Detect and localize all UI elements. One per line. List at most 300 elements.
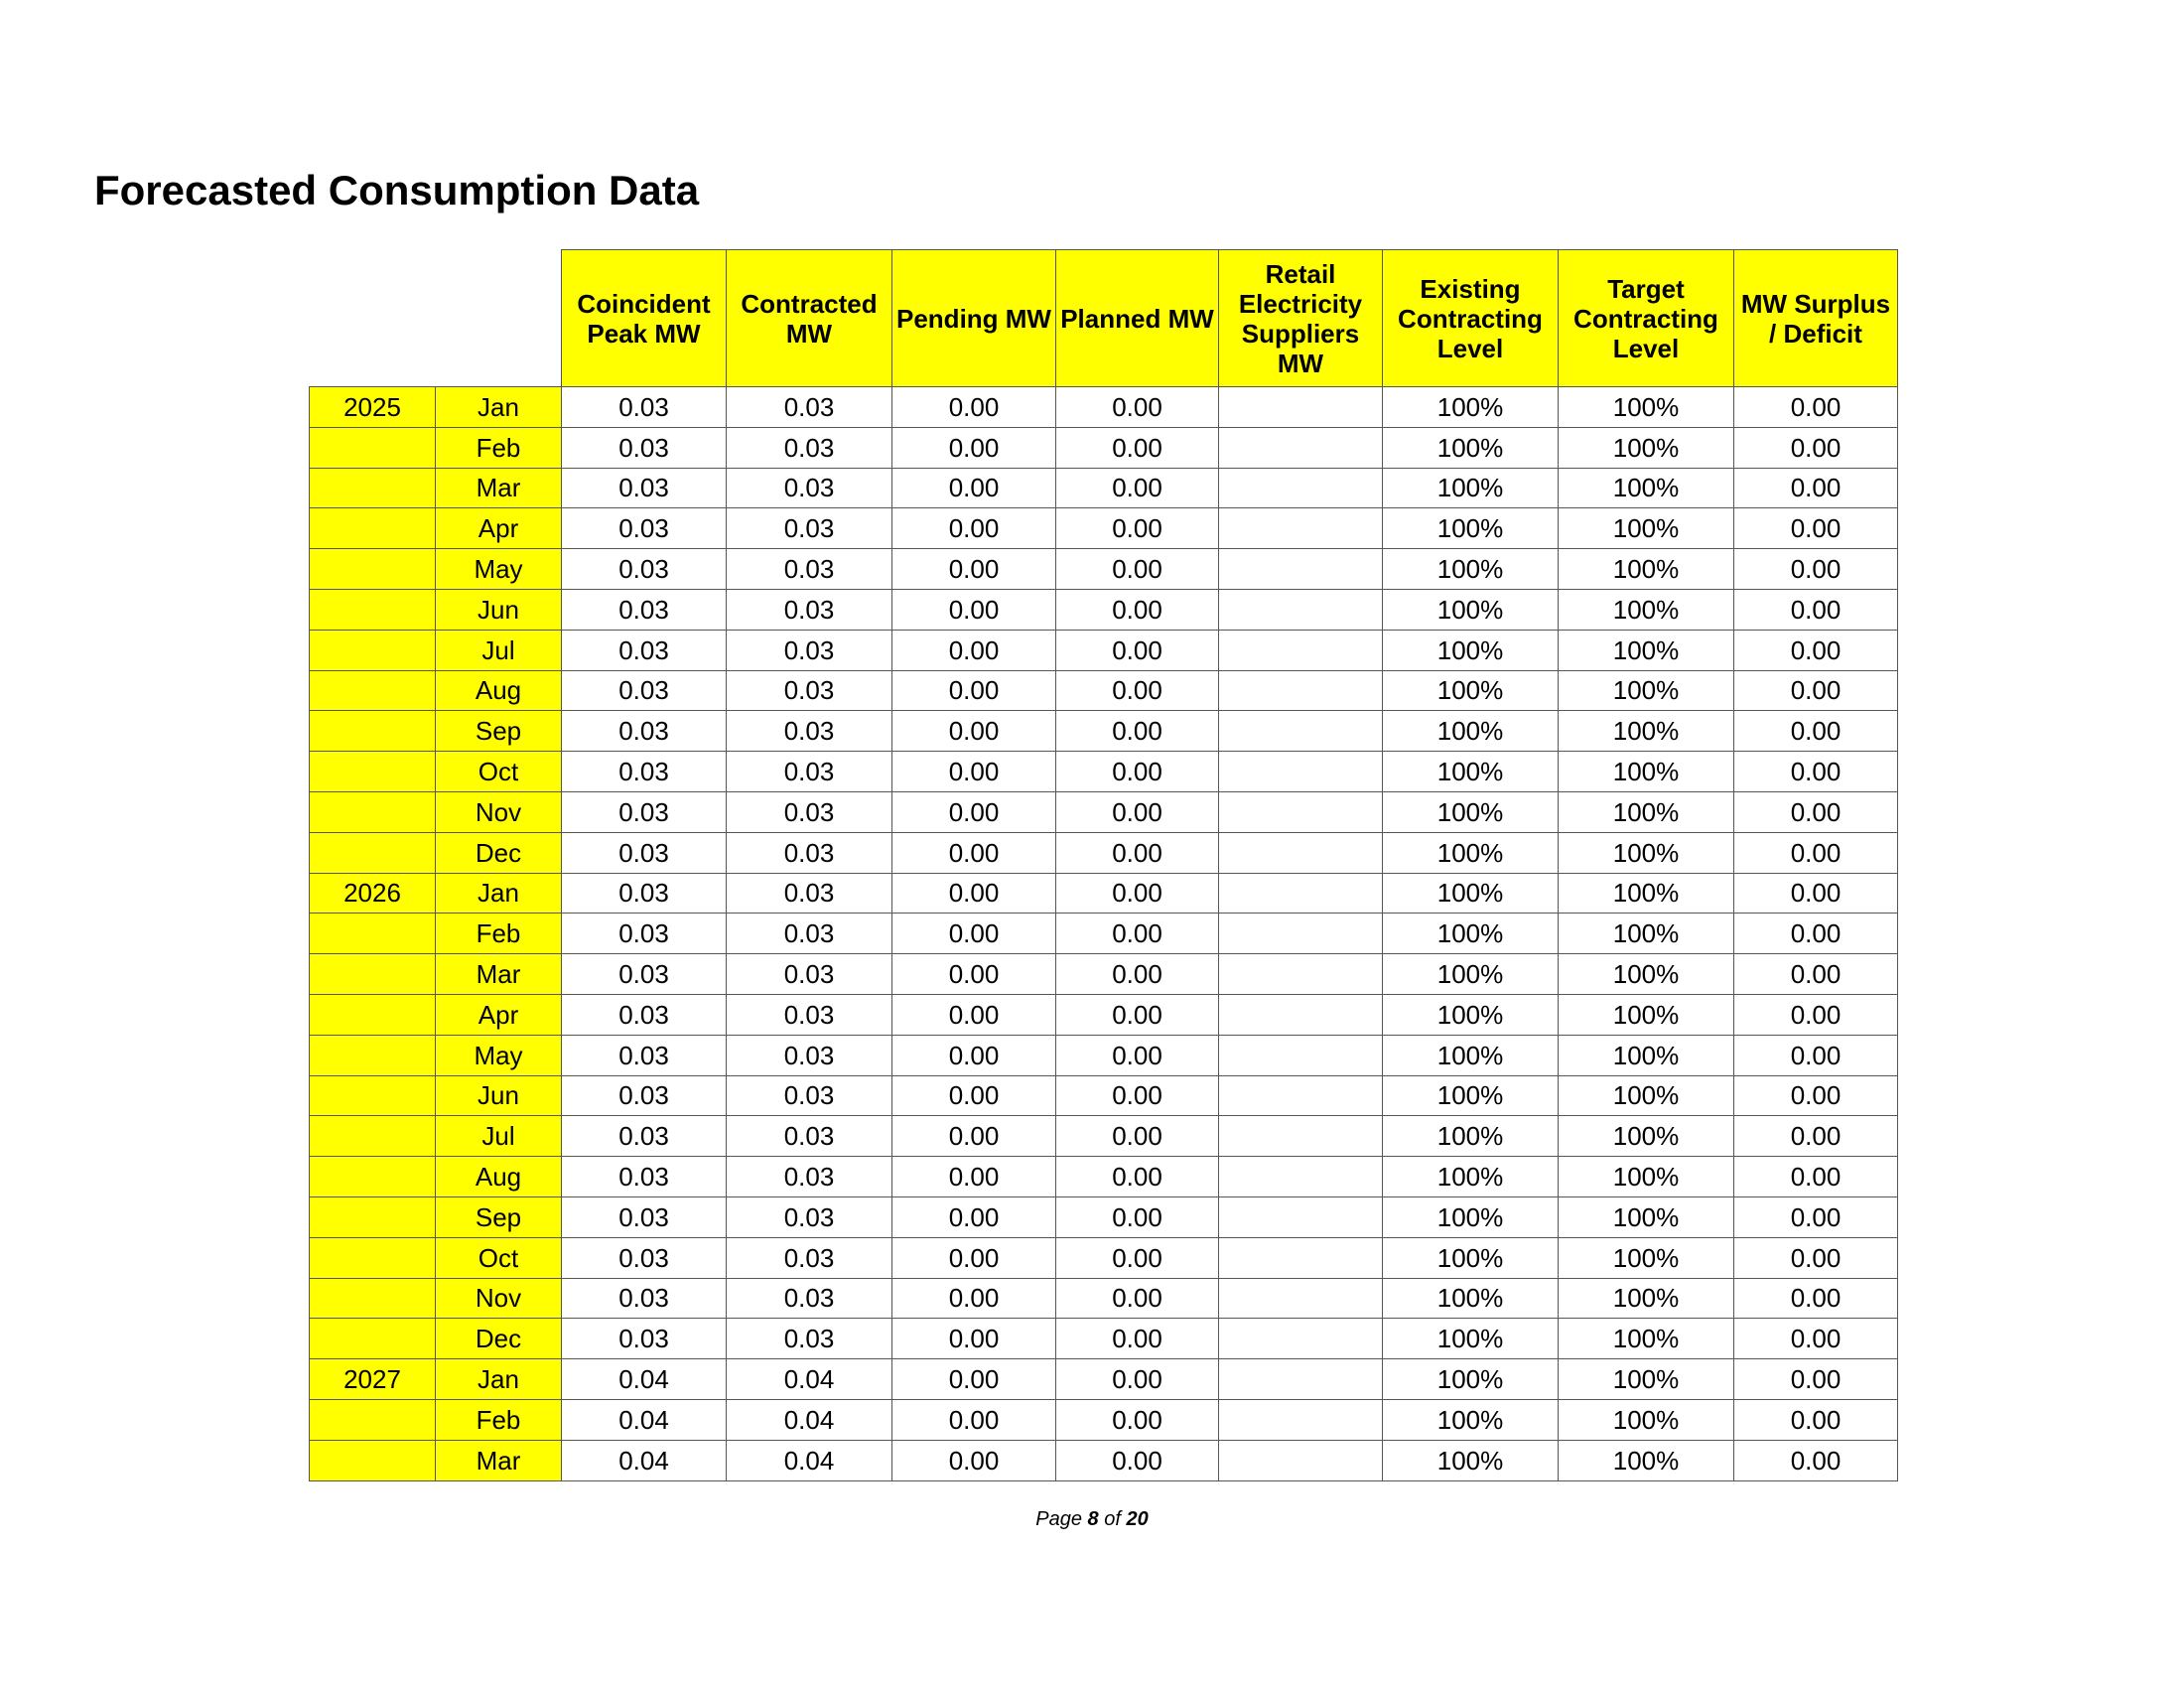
column-header: Contracted MW (727, 250, 892, 387)
value-cell: 100% (1559, 549, 1734, 590)
value-cell: 0.00 (892, 1359, 1056, 1400)
value-cell (1219, 508, 1383, 549)
value-cell: 0.00 (892, 832, 1056, 873)
value-cell: 0.00 (1056, 832, 1219, 873)
table-row (310, 791, 1898, 832)
year-cell (310, 711, 436, 752)
value-cell (1219, 873, 1383, 914)
value-cell: 0.00 (892, 994, 1056, 1035)
value-cell: 0.03 (727, 1196, 892, 1237)
month-cell: Nov (436, 791, 562, 832)
value-cell: 0.00 (1056, 1116, 1219, 1157)
value-cell (1219, 711, 1383, 752)
month-cell: Dec (436, 832, 562, 873)
table-row (310, 994, 1898, 1035)
value-cell: 0.03 (727, 1075, 892, 1116)
value-cell: 0.00 (1056, 1359, 1219, 1400)
value-cell (1219, 1237, 1383, 1278)
value-cell: 0.04 (727, 1399, 892, 1440)
value-cell: 0.00 (892, 1075, 1056, 1116)
value-cell: 0.00 (1056, 1399, 1219, 1440)
month-cell: Jun (436, 1075, 562, 1116)
year-cell: 2026 (310, 873, 436, 914)
value-cell: 0.03 (562, 791, 727, 832)
value-cell: 0.00 (1056, 1319, 1219, 1359)
value-cell: 0.00 (1056, 630, 1219, 670)
value-cell: 0.00 (892, 1278, 1056, 1319)
value-cell: 0.03 (562, 994, 727, 1035)
table-row (310, 508, 1898, 549)
value-cell: 0.00 (1734, 1196, 1898, 1237)
value-cell: 0.00 (1056, 1237, 1219, 1278)
table-row (310, 387, 1898, 428)
value-cell: 0.00 (892, 589, 1056, 630)
value-cell: 0.00 (892, 427, 1056, 468)
value-cell: 100% (1383, 1440, 1559, 1480)
value-cell: 100% (1559, 670, 1734, 711)
value-cell: 100% (1383, 1075, 1559, 1116)
value-cell: 0.00 (1734, 791, 1898, 832)
month-cell: Jan (436, 1359, 562, 1400)
page-label: Page (1035, 1508, 1082, 1530)
value-cell: 100% (1559, 630, 1734, 670)
value-cell: 100% (1383, 1237, 1559, 1278)
table-row (310, 1399, 1898, 1440)
value-cell: 0.03 (562, 508, 727, 549)
value-cell: 0.00 (1056, 914, 1219, 954)
year-cell (310, 670, 436, 711)
value-cell (1219, 1116, 1383, 1157)
value-cell: 0.03 (562, 914, 727, 954)
value-cell (1219, 1035, 1383, 1075)
value-cell: 0.03 (727, 670, 892, 711)
value-cell: 0.00 (1734, 1359, 1898, 1400)
year-cell (310, 427, 436, 468)
value-cell: 0.00 (1734, 427, 1898, 468)
table-row (310, 832, 1898, 873)
table-body (310, 387, 1898, 1481)
value-cell: 0.00 (892, 508, 1056, 549)
of-label: of (1104, 1508, 1121, 1530)
value-cell: 0.00 (1056, 954, 1219, 995)
column-header: Existing Contracting Level (1383, 250, 1559, 387)
value-cell: 0.03 (727, 1035, 892, 1075)
value-cell: 0.00 (1734, 832, 1898, 873)
year-cell (310, 752, 436, 792)
value-cell: 0.00 (1734, 1157, 1898, 1197)
value-cell: 0.00 (892, 914, 1056, 954)
page-number: 8 (1087, 1508, 1099, 1530)
value-cell: 0.03 (727, 508, 892, 549)
value-cell: 0.00 (1734, 1399, 1898, 1440)
table-row (310, 1237, 1898, 1278)
value-cell: 0.00 (1734, 589, 1898, 630)
table-row (310, 1196, 1898, 1237)
value-cell: 100% (1559, 791, 1734, 832)
value-cell: 0.03 (562, 549, 727, 590)
value-cell: 0.03 (727, 630, 892, 670)
header-row (310, 250, 1898, 387)
value-cell: 100% (1559, 711, 1734, 752)
table-row (310, 1116, 1898, 1157)
month-cell: May (436, 549, 562, 590)
value-cell (1219, 630, 1383, 670)
value-cell: 0.00 (1734, 1116, 1898, 1157)
value-cell: 0.00 (892, 1319, 1056, 1359)
year-cell (310, 1035, 436, 1075)
value-cell (1219, 549, 1383, 590)
value-cell: 0.00 (1734, 670, 1898, 711)
value-cell: 0.00 (1734, 873, 1898, 914)
value-cell: 100% (1383, 711, 1559, 752)
year-cell (310, 630, 436, 670)
year-cell (310, 508, 436, 549)
value-cell (1219, 1278, 1383, 1319)
table-row (310, 427, 1898, 468)
month-cell: Mar (436, 468, 562, 508)
year-cell (310, 1399, 436, 1440)
year-cell (310, 549, 436, 590)
value-cell: 0.00 (1734, 711, 1898, 752)
value-cell: 100% (1559, 589, 1734, 630)
value-cell: 0.03 (562, 1278, 727, 1319)
value-cell: 0.00 (1734, 1075, 1898, 1116)
value-cell: 0.00 (892, 1035, 1056, 1075)
value-cell: 100% (1559, 954, 1734, 995)
month-cell: Jul (436, 1116, 562, 1157)
value-cell (1219, 1440, 1383, 1480)
year-cell (310, 994, 436, 1035)
value-cell: 0.00 (892, 1116, 1056, 1157)
value-cell: 100% (1383, 1359, 1559, 1400)
value-cell: 0.03 (562, 954, 727, 995)
value-cell: 0.00 (1734, 1237, 1898, 1278)
value-cell: 0.00 (1056, 873, 1219, 914)
month-cell: Nov (436, 1278, 562, 1319)
table-row (310, 752, 1898, 792)
table-row (310, 711, 1898, 752)
year-cell (310, 589, 436, 630)
value-cell: 100% (1383, 914, 1559, 954)
value-cell: 100% (1559, 1399, 1734, 1440)
value-cell: 100% (1559, 752, 1734, 792)
value-cell: 0.03 (562, 1237, 727, 1278)
value-cell: 0.03 (727, 994, 892, 1035)
month-cell: Jul (436, 630, 562, 670)
value-cell: 100% (1383, 873, 1559, 914)
value-cell: 100% (1559, 994, 1734, 1035)
value-cell: 100% (1559, 1157, 1734, 1197)
value-cell (1219, 752, 1383, 792)
value-cell: 100% (1383, 994, 1559, 1035)
value-cell: 0.00 (1734, 549, 1898, 590)
value-cell: 0.03 (727, 549, 892, 590)
table-row (310, 630, 1898, 670)
year-cell (310, 1196, 436, 1237)
year-cell: 2025 (310, 387, 436, 428)
value-cell: 0.03 (727, 873, 892, 914)
month-cell: Jan (436, 387, 562, 428)
value-cell: 0.00 (892, 1196, 1056, 1237)
value-cell: 0.00 (1056, 427, 1219, 468)
value-cell: 0.03 (727, 387, 892, 428)
value-cell (1219, 791, 1383, 832)
value-cell: 0.00 (892, 468, 1056, 508)
value-cell: 0.03 (562, 1116, 727, 1157)
year-cell (310, 1440, 436, 1480)
value-cell: 100% (1559, 1278, 1734, 1319)
month-cell: Aug (436, 670, 562, 711)
value-cell: 0.03 (727, 832, 892, 873)
value-cell: 0.03 (562, 670, 727, 711)
value-cell: 100% (1559, 873, 1734, 914)
column-header: Coincident Peak MW (562, 250, 727, 387)
value-cell: 0.03 (727, 752, 892, 792)
column-header: Planned MW (1056, 250, 1219, 387)
month-cell: Jan (436, 873, 562, 914)
value-cell: 100% (1559, 914, 1734, 954)
value-cell: 0.00 (1056, 1035, 1219, 1075)
value-cell: 100% (1559, 1440, 1734, 1480)
value-cell: 0.00 (1734, 1440, 1898, 1480)
value-cell (1219, 589, 1383, 630)
value-cell: 0.03 (562, 832, 727, 873)
value-cell (1219, 994, 1383, 1035)
value-cell: 100% (1559, 1116, 1734, 1157)
value-cell: 0.00 (1734, 630, 1898, 670)
value-cell: 0.03 (562, 1075, 727, 1116)
value-cell: 0.00 (892, 630, 1056, 670)
value-cell: 0.03 (562, 427, 727, 468)
value-cell: 0.00 (1056, 387, 1219, 428)
value-cell (1219, 1399, 1383, 1440)
month-cell: Dec (436, 1319, 562, 1359)
value-cell (1219, 427, 1383, 468)
value-cell: 0.03 (727, 791, 892, 832)
value-cell: 0.04 (727, 1359, 892, 1400)
column-header: Retail Electricity Suppliers MW (1219, 250, 1383, 387)
value-cell: 0.00 (1734, 468, 1898, 508)
value-cell: 100% (1383, 954, 1559, 995)
month-cell: Oct (436, 1237, 562, 1278)
value-cell: 0.00 (892, 1157, 1056, 1197)
value-cell (1219, 1157, 1383, 1197)
value-cell: 0.03 (562, 752, 727, 792)
value-cell: 100% (1559, 832, 1734, 873)
month-cell: May (436, 1035, 562, 1075)
value-cell: 0.00 (1734, 387, 1898, 428)
table-row (310, 589, 1898, 630)
value-cell (1219, 1075, 1383, 1116)
year-cell (310, 791, 436, 832)
year-cell (310, 1157, 436, 1197)
table-row (310, 873, 1898, 914)
value-cell: 100% (1383, 549, 1559, 590)
value-cell: 0.03 (727, 711, 892, 752)
year-cell (310, 1319, 436, 1359)
table-row (310, 1035, 1898, 1075)
value-cell (1219, 670, 1383, 711)
value-cell: 100% (1383, 508, 1559, 549)
value-cell: 0.00 (1056, 468, 1219, 508)
table-row (310, 914, 1898, 954)
value-cell: 100% (1383, 1278, 1559, 1319)
value-cell: 0.04 (727, 1440, 892, 1480)
value-cell: 0.03 (562, 873, 727, 914)
page-total: 20 (1126, 1508, 1149, 1530)
value-cell: 0.00 (1734, 994, 1898, 1035)
value-cell: 0.00 (1056, 1157, 1219, 1197)
value-cell: 100% (1559, 1319, 1734, 1359)
value-cell: 0.00 (892, 1237, 1056, 1278)
value-cell: 100% (1383, 1116, 1559, 1157)
value-cell: 0.00 (892, 1399, 1056, 1440)
year-cell (310, 1075, 436, 1116)
value-cell: 0.03 (562, 387, 727, 428)
table-row (310, 1319, 1898, 1359)
value-cell: 0.00 (1056, 1075, 1219, 1116)
month-cell: Apr (436, 994, 562, 1035)
table-row (310, 1359, 1898, 1400)
value-cell: 0.00 (892, 954, 1056, 995)
month-cell: Sep (436, 1196, 562, 1237)
month-cell: Sep (436, 711, 562, 752)
value-cell: 100% (1559, 1359, 1734, 1400)
value-cell: 0.03 (727, 1319, 892, 1359)
column-header: MW Surplus / Deficit (1734, 250, 1898, 387)
year-cell (310, 954, 436, 995)
value-cell (1219, 468, 1383, 508)
value-cell (1219, 954, 1383, 995)
value-cell: 100% (1559, 508, 1734, 549)
table-row (310, 1440, 1898, 1480)
value-cell: 0.00 (1056, 994, 1219, 1035)
table-row (310, 549, 1898, 590)
value-cell: 0.00 (1734, 1319, 1898, 1359)
value-cell (1219, 914, 1383, 954)
value-cell: 0.03 (727, 589, 892, 630)
value-cell: 0.00 (892, 549, 1056, 590)
value-cell: 0.03 (562, 711, 727, 752)
year-cell (310, 1116, 436, 1157)
value-cell: 0.00 (1734, 752, 1898, 792)
month-cell: Apr (436, 508, 562, 549)
value-cell: 0.03 (562, 1196, 727, 1237)
value-cell: 0.04 (562, 1399, 727, 1440)
month-cell: Aug (436, 1157, 562, 1197)
consumption-table (309, 249, 1898, 1481)
month-cell: Mar (436, 954, 562, 995)
value-cell: 100% (1383, 1399, 1559, 1440)
month-cell: Jun (436, 589, 562, 630)
header-blank-month (436, 250, 562, 387)
column-header: Pending MW (892, 250, 1056, 387)
value-cell: 0.03 (562, 1319, 727, 1359)
value-cell: 0.03 (727, 427, 892, 468)
month-cell: Mar (436, 1440, 562, 1480)
value-cell: 0.00 (1056, 711, 1219, 752)
value-cell: 0.00 (1056, 1196, 1219, 1237)
value-cell: 0.03 (727, 1116, 892, 1157)
month-cell: Feb (436, 1399, 562, 1440)
table-row (310, 1075, 1898, 1116)
table-row (310, 1278, 1898, 1319)
value-cell: 100% (1383, 1035, 1559, 1075)
value-cell: 100% (1559, 468, 1734, 508)
value-cell: 0.03 (562, 468, 727, 508)
value-cell: 100% (1383, 1319, 1559, 1359)
table-row (310, 670, 1898, 711)
value-cell: 100% (1383, 752, 1559, 792)
value-cell: 100% (1383, 670, 1559, 711)
value-cell: 100% (1559, 427, 1734, 468)
month-cell: Feb (436, 914, 562, 954)
value-cell: 100% (1383, 630, 1559, 670)
value-cell (1219, 1359, 1383, 1400)
value-cell: 100% (1559, 1237, 1734, 1278)
value-cell: 0.00 (1056, 670, 1219, 711)
value-cell: 0.03 (727, 954, 892, 995)
month-cell: Oct (436, 752, 562, 792)
value-cell: 100% (1383, 1157, 1559, 1197)
value-cell: 0.00 (1056, 1278, 1219, 1319)
value-cell: 0.00 (892, 873, 1056, 914)
value-cell: 0.00 (892, 791, 1056, 832)
value-cell: 0.03 (727, 914, 892, 954)
year-cell (310, 1278, 436, 1319)
table-row (310, 954, 1898, 995)
year-cell (310, 468, 436, 508)
value-cell: 0.04 (562, 1359, 727, 1400)
column-header: Target Contracting Level (1559, 250, 1734, 387)
value-cell: 0.03 (727, 1278, 892, 1319)
table-row (310, 1157, 1898, 1197)
value-cell: 0.03 (562, 1157, 727, 1197)
table-row (310, 468, 1898, 508)
value-cell (1219, 1196, 1383, 1237)
year-cell (310, 1237, 436, 1278)
year-cell: 2027 (310, 1359, 436, 1400)
value-cell: 0.00 (1734, 508, 1898, 549)
value-cell: 0.00 (1056, 589, 1219, 630)
value-cell: 0.00 (892, 711, 1056, 752)
value-cell: 0.03 (562, 1035, 727, 1075)
value-cell: 0.00 (1056, 752, 1219, 792)
value-cell (1219, 387, 1383, 428)
value-cell: 100% (1383, 791, 1559, 832)
year-cell (310, 914, 436, 954)
value-cell: 0.00 (892, 1440, 1056, 1480)
value-cell: 100% (1559, 1035, 1734, 1075)
value-cell: 100% (1559, 1075, 1734, 1116)
value-cell (1219, 832, 1383, 873)
value-cell: 100% (1383, 589, 1559, 630)
value-cell: 0.00 (892, 387, 1056, 428)
value-cell: 0.00 (1734, 1035, 1898, 1075)
page-title: Forecasted Consumption Data (94, 167, 700, 213)
value-cell: 100% (1383, 1196, 1559, 1237)
value-cell: 0.00 (1056, 1440, 1219, 1480)
value-cell: 0.03 (727, 1237, 892, 1278)
value-cell: 100% (1383, 427, 1559, 468)
value-cell: 0.00 (1734, 914, 1898, 954)
value-cell (1219, 1319, 1383, 1359)
value-cell: 100% (1383, 468, 1559, 508)
value-cell: 100% (1383, 387, 1559, 428)
month-cell: Feb (436, 427, 562, 468)
value-cell: 100% (1559, 1196, 1734, 1237)
value-cell: 100% (1559, 387, 1734, 428)
